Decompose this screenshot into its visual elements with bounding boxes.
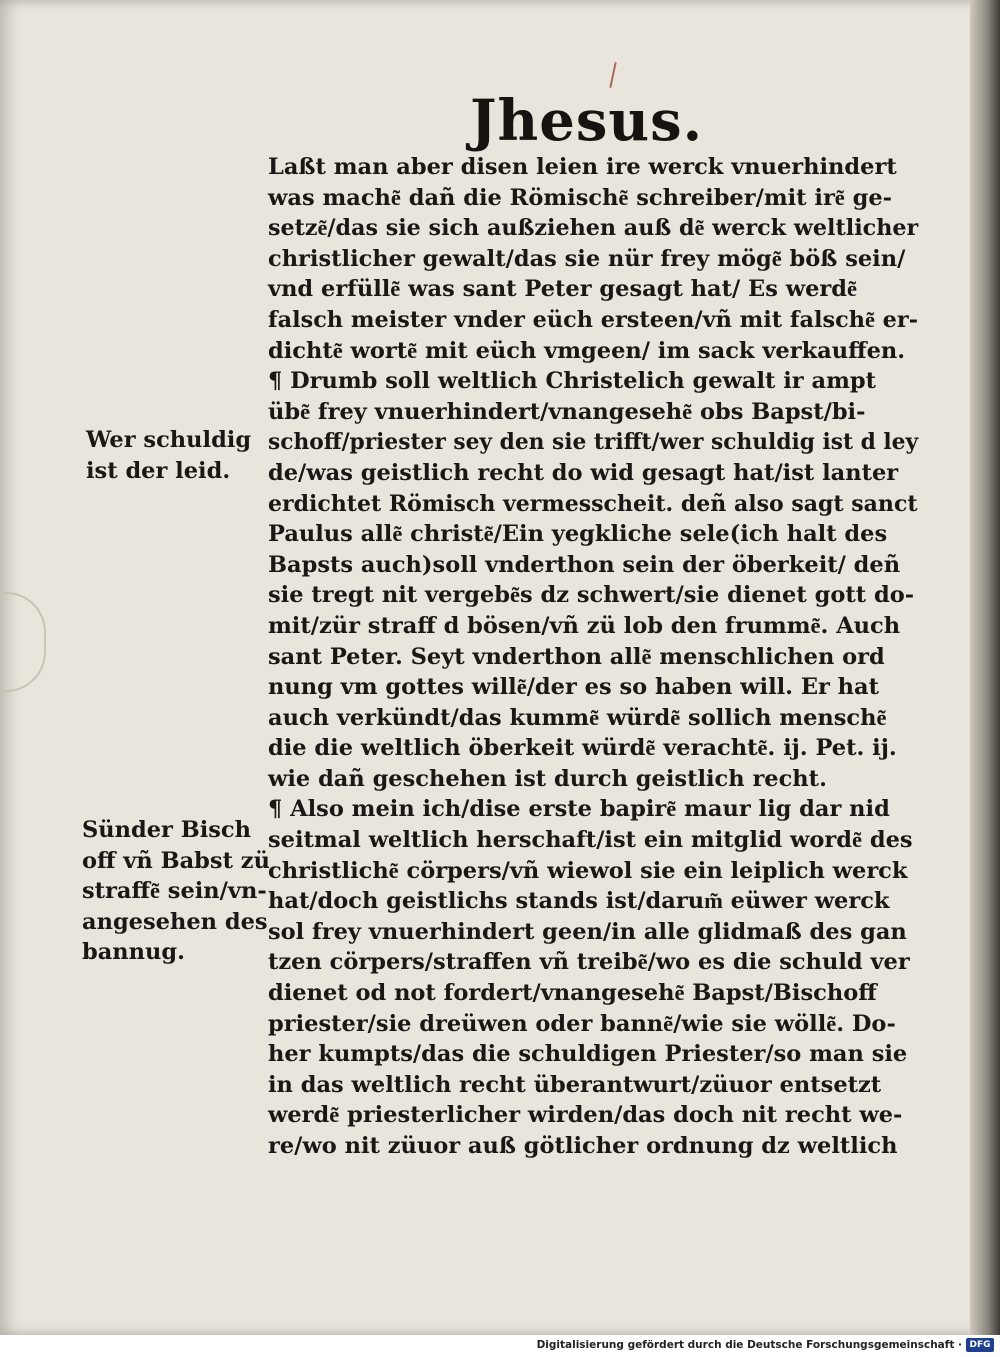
body-line: christliche͂ cörpers/vñ wiewol sie ein leiplich werck [268,857,908,884]
body-line: tzen cörpers/straffen vñ treibe͂/wo es die schuld ver [268,949,910,976]
funding-credit: Digitalisierung gefördert durch die Deutsche Forschungsgemeinschaft · [536,1339,962,1351]
body-line: priester/sie dreüwen oder banne͂/wie sie wölle͂. Do- [268,1010,896,1037]
body-line: in das weltlich recht überantwurt/züuor entsetzt [268,1071,882,1098]
body-line: schoff/priester sey den sie trifft/wer schuldig ist d ley [268,429,919,456]
page-tab-outline [0,592,46,692]
margin-note-line: ist der leid. [86,457,231,484]
body-line: de/was geistlich recht do wid gesagt hat/ist lanter [268,459,899,486]
body-text [268,152,918,1162]
margin-note-line: Sünder Bisch [82,817,251,843]
body-line: vnd erfülle͂ was sant Peter gesagt hat/ Es werde͂ [268,276,857,303]
body-line: ¶ Drumb soll weltlich Christelich gewalt ir ampt [268,368,877,395]
margin-note [82,815,272,968]
body-line: was mache͂ dañ die Römische͂ schreiber/mit ire͂ ge- [268,184,893,211]
body-line: übe͂ frey vnuerhindert/vnangesehe͂ obs Bapst/bi- [268,398,866,425]
body-line: dichte͂ worte͂ mit eüch vmgeen/ im sack verkauffen. [268,337,906,364]
margin-note-line: bannug. [82,939,185,966]
footer-bar [0,1335,1000,1357]
body-line: re/wo nit züuor auß götlicher ordnung dz weltlich [268,1133,898,1159]
margin-note-line: Wer schuldig [86,427,252,453]
body-line: setze͂/das sie sich außziehen auß de͂ werck weltlicher [268,215,919,242]
margin-note-line: angesehen des [82,908,268,935]
body-line: her kumpts/das die schuldigen Priester/so man sie [268,1041,908,1068]
body-line: wie dañ geschehen ist durch geistlich recht. [268,765,827,792]
body-line: erdichtet Römisch vermesscheit. deñ also sagt sanct [268,490,918,517]
body-line: hat/doch geistlichs stands ist/darum͂ eüwer werck [268,888,890,915]
body-line: werde͂ priesterlicher wirden/das doch nit recht we- [268,1102,903,1129]
body-line: seitmal weltlich herschaft/ist ein mitglid worde͂ des [268,827,913,854]
margin-note [86,425,276,486]
body-line: christlicher gewalt/das sie nür frey möge͂ böß sein/ [268,245,906,272]
body-line: auch verkündt/das kumme͂ würde͂ sollich mensche͂ [268,704,887,731]
body-line: Paulus alle͂ christe͂/Ein yegkliche sele(ich halt des [268,521,888,548]
margin-note-line: straffe͂ sein/vn- [82,878,267,905]
body-line: ¶ Also mein ich/dise erste bapire͂ maur lig dar nid [268,796,890,823]
body-line: dienet od not fordert/vnangesehe͂ Bapst/Bischoff [268,980,877,1007]
page-title: Jhesus. [470,88,704,154]
body-line: nung vm gottes wille͂/der es so haben will. Er hat [268,674,879,701]
body-line: mit/zür straff d bösen/vñ zü lob den frumme͂. Auch [268,612,901,639]
body-line: Bapsts auch)soll vnderthon sein der öberkeit/ deñ [268,551,901,578]
body-line: Laßt man aber disen leien ire werck vnuerhindert [268,154,897,180]
body-line: sol frey vnuerhindert geen/in alle glidmaß des gan [268,918,907,945]
body-line: sant Peter. Seyt vnderthon alle͂ menschlichen ord [268,643,885,670]
pencil-mark [609,62,616,88]
body-line: sie tregt nit vergebe͂s dz schwert/sie dienet gott do- [268,582,915,609]
dfg-logo: DFG [966,1338,994,1352]
margin-note-line: off vñ Babst zü [82,847,270,874]
book-edge [970,0,1000,1335]
body-line: falsch meister vnder eüch ersteen/vñ mit falsche͂ er- [268,306,918,333]
body-line: die die weltlich öberkeit würde͂ verachte͂. ij. Pet. ij. [268,735,897,762]
